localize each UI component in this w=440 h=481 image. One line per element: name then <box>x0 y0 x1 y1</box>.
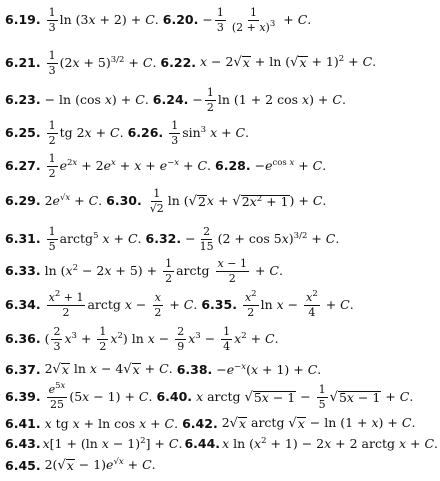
answer-line <box>5 87 438 113</box>
answer-expression: − $\frac{1}{2}$ ln (1 + 2 cos x) + C. <box>192 85 346 114</box>
answer-expression: − $\frac{2}{15}$ $(2 + \cos 5x)^{3/2} + C$. <box>185 224 340 253</box>
answer-label: 6.31. <box>5 230 41 246</box>
answer-expression: $2e^{√x} + C$. <box>44 192 103 208</box>
answer-line <box>5 380 438 411</box>
answer-label: 6.25. <box>5 124 41 140</box>
answer-line <box>5 7 438 33</box>
answer-expression: 2( √ x − $1)e^{√x} + C$. <box>44 457 156 474</box>
answer-expression: x tg x + ln cos x + C. <box>44 415 179 431</box>
answer-expression: $\frac{1}{2}$ $e^{2x} + 2e^x + x + e^{-x} + C$. <box>48 151 212 180</box>
answer-expression: $\frac{1}{√2}$ ln ( √ 2 x + √ $2x^2 + 1$ ) + C. <box>149 186 327 215</box>
answer-expression: − ln (cos x) + C. <box>44 91 149 107</box>
answer-expression: − $\frac{1}{3}$ $\frac{1}{(2 + x)^3}$ + C. <box>202 5 312 34</box>
answer-label: 6.43. <box>5 435 41 451</box>
answer-line <box>5 120 438 146</box>
answer-label: 6.28. <box>215 157 251 173</box>
answer-label: 6.19. <box>5 11 41 27</box>
answer-line <box>5 415 438 433</box>
answer-expression: $\frac{1}{3}$ $(2x + 5)^{3/2} + C$. <box>48 48 157 77</box>
answer-label: 6.36. <box>5 330 41 346</box>
answer-line <box>5 457 438 475</box>
answer-expression: 2 √ x ln x − 4 √ x + C. <box>44 361 173 378</box>
answer-expression: $\frac{1}{5}$ arctg$^5$ x + C. <box>48 224 142 253</box>
answer-expression: x $\ln (x^2 + 1) - 2x + 2$ arctg x + C. <box>222 435 438 451</box>
answer-line <box>5 290 438 320</box>
answer-expression: $-e^{cos x} + C$. <box>254 157 327 173</box>
answer-expression: x arctg √ 5x − 1 − $\frac{1}{5}$ √ 5x − 1 + C. <box>196 382 414 411</box>
answer-label: 6.32. <box>145 230 182 246</box>
answer-label: 6.44. <box>184 435 221 451</box>
answer-label: 6.27. <box>5 157 41 173</box>
answer-label: 6.21. <box>5 54 41 70</box>
answer-label: 6.42. <box>182 415 218 431</box>
answer-expression: $\frac{1}{3}$ ln (3x + 2) + C. <box>48 5 159 34</box>
answer-label: 6.30. <box>106 192 142 208</box>
answer-label: 6.20. <box>162 11 199 27</box>
answer-label: 6.34. <box>5 296 41 312</box>
answer-expression: 2 √ x arctg √ x − ln (1 + x) + C. <box>221 415 416 432</box>
answer-expression: $\frac{e^{5x}}{25}$ (5x − 1) + C. <box>48 380 153 411</box>
answer-line <box>5 186 438 216</box>
answer-line <box>5 226 438 252</box>
answer-label: 6.37. <box>5 361 41 377</box>
answer-label: 6.24. <box>152 91 189 107</box>
answer-expression: x[1 + (ln x − 1)$^2$] + C. <box>42 435 183 451</box>
answer-line <box>5 50 438 76</box>
answer-label: 6.40. <box>156 388 193 404</box>
answer-label: 6.39. <box>5 388 41 404</box>
answer-label: 6.45. <box>5 457 41 473</box>
answer-expression: $\frac{1}{3}$ $\sin^3 x + C$. <box>171 118 250 147</box>
answer-expression: $-e^{-x}(x + 1) + C$. <box>216 361 322 377</box>
answer-line <box>5 153 438 179</box>
answer-label: 6.29. <box>5 192 41 208</box>
answer-line <box>5 360 438 380</box>
answer-label: 6.38. <box>176 361 213 377</box>
answer-expression: $\frac{1}{2}$ tg 2x + C. <box>48 118 124 147</box>
answer-label: 6.23. <box>5 91 41 107</box>
answer-expression: $\frac{x^2 + 1}{2}$ arctg x − $\frac{x}{2}$ + C. <box>48 288 198 319</box>
answer-expression: $\ln (x^2 - 2x + 5)$ + $\frac{1}{2}$ arctg $\frac{x - 1}{2}$ + C. <box>44 256 283 285</box>
answer-expression: $\frac{x^2}{2}$ ln x − $\frac{x^2}{4}$ + C. <box>244 288 354 319</box>
answer-label: 6.35. <box>201 296 237 312</box>
answer-line <box>5 326 438 352</box>
answer-expression: ( $\frac{2}{3}$ $x^3$ + $\frac{1}{2}$ $x^2$) ln x − $\frac{2}{9}$ $x^3$ − $\frac{1}{4}$ $x^2 + C$. <box>44 324 279 353</box>
answer-label: 6.26. <box>127 124 164 140</box>
answer-label: 6.22. <box>160 54 197 70</box>
answer-line <box>5 258 438 284</box>
answer-label: 6.41. <box>5 415 41 431</box>
answer-label: 6.33. <box>5 262 41 278</box>
answer-line <box>5 435 438 453</box>
answer-expression: x − 2 √ x + ln ( √ x + 1)$^2$ + C. <box>200 54 377 71</box>
